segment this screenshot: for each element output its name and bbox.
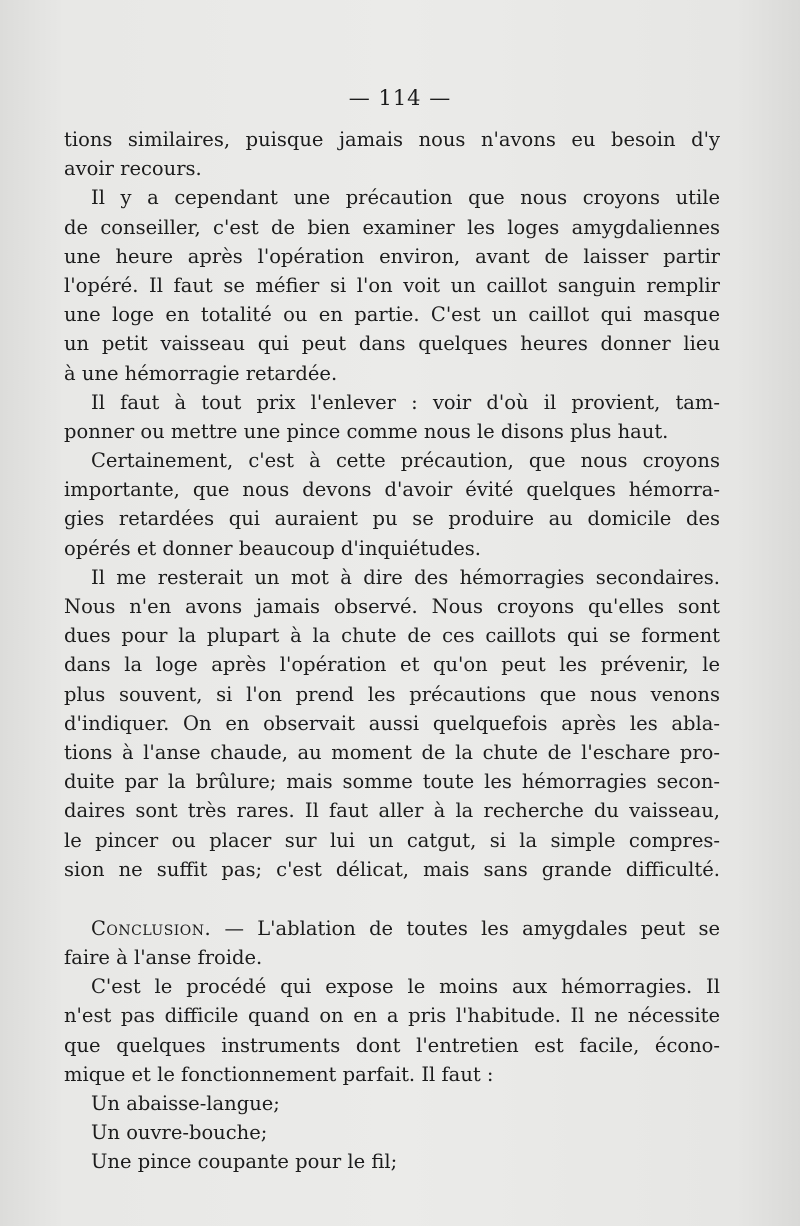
text-line: dans la loge après l'opération et qu'on peut les prévenir, le (64, 653, 720, 677)
body-text (64, 125, 720, 1177)
text-line: que quelques instruments dont l'entretien est facile, écono- (64, 1033, 720, 1057)
text-line: de conseiller, c'est de bien examiner les loges amygdaliennes (64, 215, 720, 239)
text-line: gies retardées qui auraient pu se produire au domicile des (64, 507, 720, 531)
text-line: l'opéré. Il faut se méfier si l'on voit un caillot sanguin remplir (64, 273, 720, 297)
text-line: ponner ou mettre une pince comme nous le disons plus haut. (64, 419, 669, 443)
text-line: Il me resterait un mot à dire des hémorragies secondaires. (91, 565, 720, 589)
text-line: plus souvent, si l'on prend les précautions que nous venons (64, 682, 720, 706)
text-line: avoir recours. (64, 157, 202, 181)
paragraphs (64, 125, 720, 884)
text-line: tions similaires, puisque jamais nous n'avons eu besoin d'y (64, 128, 720, 151)
conclusion-heading: Conclusion. (91, 916, 212, 940)
text-line: dues pour la plupart à la chute de ces caillots qui se forment (64, 624, 720, 648)
text-line: une loge en totalité ou en partie. C'est un caillot qui masque (64, 303, 720, 327)
text-line: Il y a cependant une précaution que nous croyons utile (91, 186, 720, 210)
text-line: Une pince coupante pour le fil; (91, 1150, 398, 1174)
text-span: — L'ablation de toutes les amygdales peut se (211, 916, 720, 940)
text-line: Un ouvre-bouche; (91, 1121, 268, 1145)
text-line: opérés et donner beaucoup d'inquiétudes. (64, 536, 481, 560)
text-line: n'est pas difficile quand on en a pris l'habitude. Il ne nécessite (64, 1004, 720, 1028)
text-line: Il faut à tout prix l'enlever : voir d'où il provient, tam- (91, 390, 720, 414)
text-line: à une hémorragie retardée. (64, 361, 338, 385)
text-line: duite par la brûlure; mais somme toute les hémorragies secon- (64, 770, 720, 794)
page-number: — 114 — (348, 86, 452, 110)
text-line: C'est le procédé qui expose le moins aux hémorragies. Il (91, 975, 720, 999)
conclusion-section (64, 914, 720, 1177)
text-line: le pincer ou placer sur lui un catgut, si la simple compres- (64, 828, 720, 852)
text-line: tions à l'anse chaude, au moment de la chute de l'eschare pro- (64, 740, 720, 764)
text-line: daires sont très rares. Il faut aller à la recherche du vaisseau, (64, 799, 720, 823)
text-line: mique et le fonctionnement parfait. Il faut : (64, 1062, 494, 1086)
section-gap (64, 884, 720, 914)
text-line: d'indiquer. On en observait aussi quelquefois après les abla- (64, 711, 720, 735)
text-line: Un abaisse-langue; (91, 1092, 280, 1115)
text-line: faire à l'anse froide. (64, 946, 263, 970)
text-line: Nous n'en avons jamais observé. Nous croyons qu'elles sont (64, 595, 720, 618)
text-line: une heure après l'opération environ, avant de laisser partir (64, 244, 720, 268)
conclusion-first-line (64, 914, 720, 943)
text-line: un petit vaisseau qui peut dans quelques heures donner lieu (64, 332, 720, 356)
text-line: Certainement, c'est à cette précaution, que nous croyons (91, 449, 720, 473)
text-line: importante, que nous devons d'avoir évité quelques hémorra- (64, 478, 720, 502)
text-line: sion ne suffit pas; c'est délicat, mais sans grande difficulté. (64, 857, 720, 881)
